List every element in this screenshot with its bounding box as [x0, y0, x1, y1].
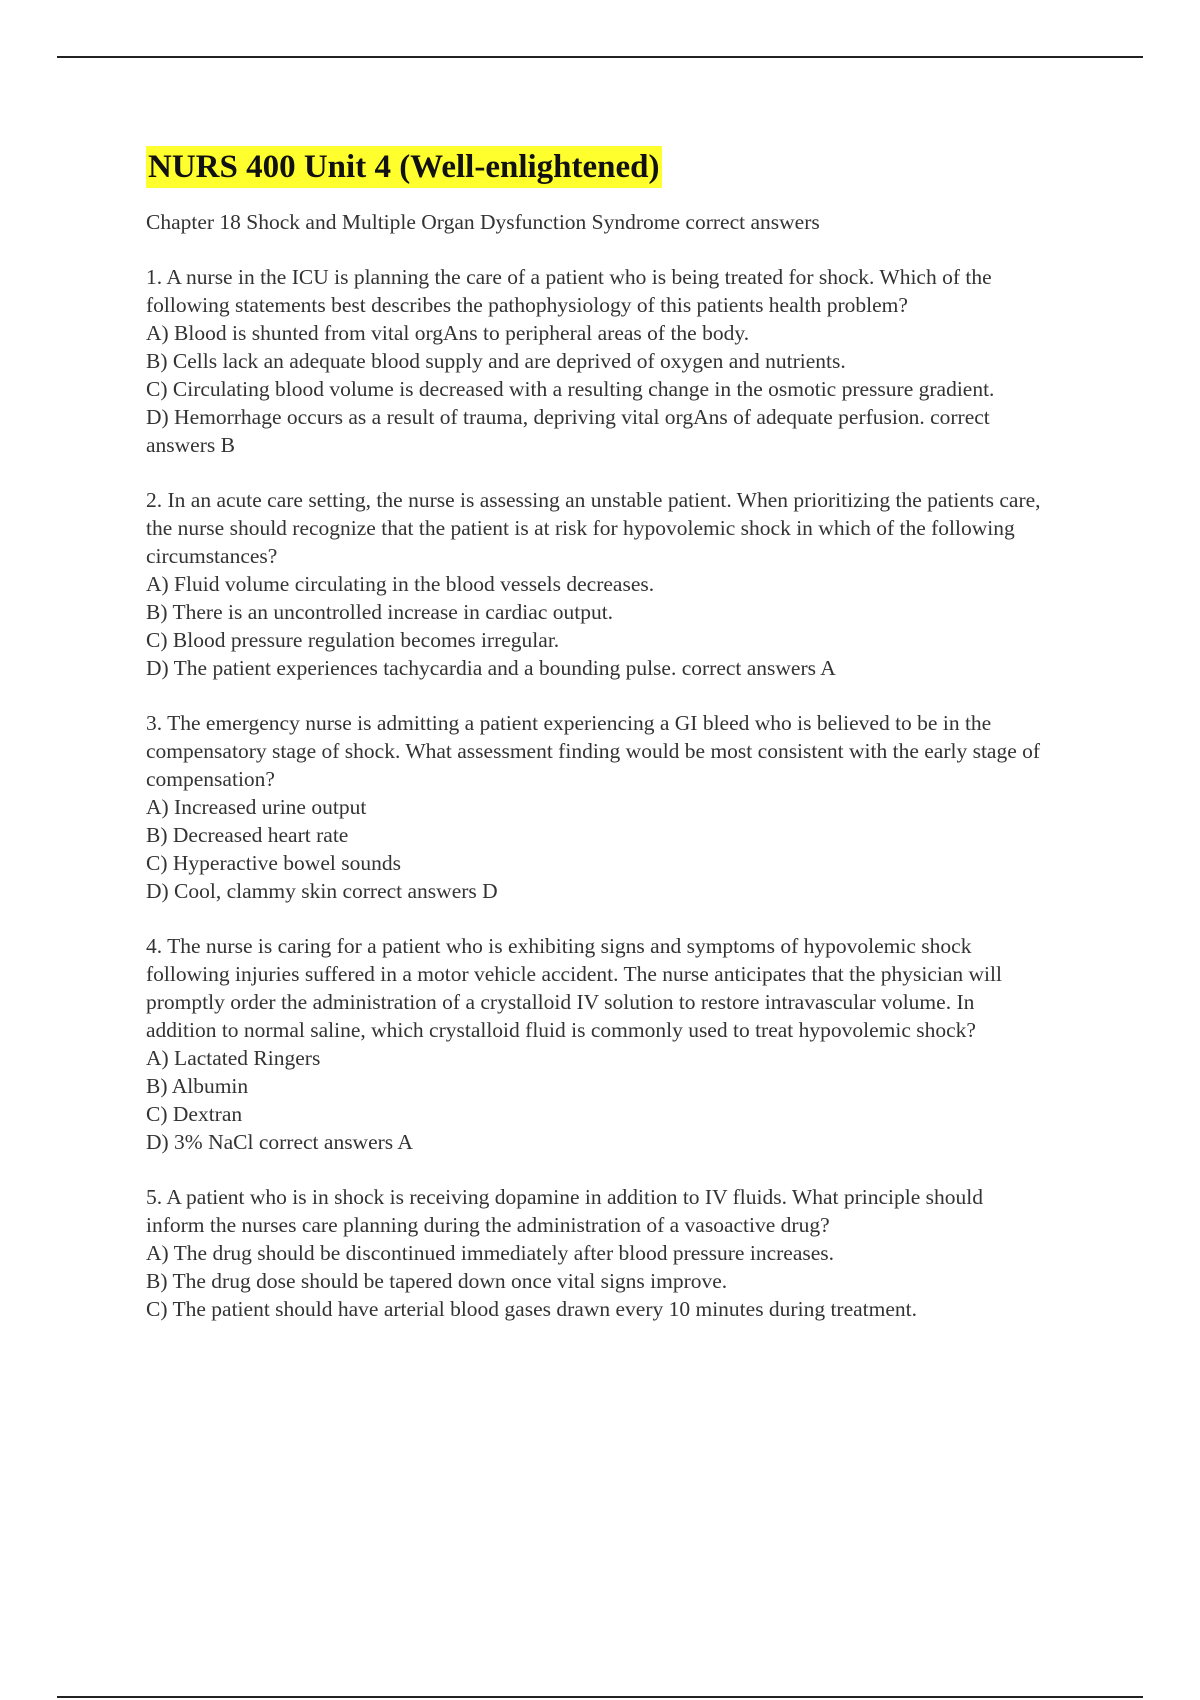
answer-option: C) Circulating blood volume is decreased with a resulting change in the osmotic pressure gradient.	[146, 377, 995, 401]
answer-option: A) Blood is shunted from vital orgAns to peripheral areas of the body.	[146, 321, 750, 345]
answer-option: D) The patient experiences tachycardia and a bounding pulse. correct answers A	[146, 656, 836, 680]
question-stem: 3. The emergency nurse is admitting a patient experiencing a GI bleed who is believed to be in the compensatory stage of shock. What assessment finding would be most consistent with the early stage of compensation?	[146, 711, 1041, 791]
answer-option: B) Decreased heart rate	[146, 823, 349, 847]
answer-option: D) Cool, clammy skin correct answers D	[146, 879, 498, 903]
answer-option: A) Lactated Ringers	[146, 1046, 321, 1070]
question-stem: 1. A nurse in the ICU is planning the care of a patient who is being treated for shock. Which of the following statements best describes the pathophysiology of this patients health problem?	[146, 265, 992, 317]
answer-option: A) Increased urine output	[146, 795, 367, 819]
question-1	[146, 263, 1046, 459]
question-stem: 4. The nurse is caring for a patient who is exhibiting signs and symptoms of hypovolemic shock following injuries suffered in a motor vehicle accident. The nurse anticipates that the physician will promptly order the administration of a crystalloid IV solution to restore intravascular volume. In addition to normal saline, which crystalloid fluid is commonly used to treat hypovolemic shock?	[146, 934, 1002, 1042]
answer-option: B) Albumin	[146, 1074, 249, 1098]
answer-option: B) Cells lack an adequate blood supply and are deprived of oxygen and nutrients.	[146, 349, 846, 373]
question-3	[146, 709, 1046, 905]
question-2	[146, 486, 1046, 682]
answer-option: C) Blood pressure regulation becomes irregular.	[146, 628, 560, 652]
question-5	[146, 1183, 1046, 1323]
question-stem: 5. A patient who is in shock is receiving dopamine in addition to IV fluids. What principle should inform the nurses care planning during the administration of a vasoactive drug?	[146, 1185, 983, 1237]
answer-option: C) The patient should have arterial blood gases drawn every 10 minutes during treatment.	[146, 1297, 917, 1321]
answer-option: D) Hemorrhage occurs as a result of trauma, depriving vital orgAns of adequate perfusion. correct answers B	[146, 405, 990, 457]
answer-option: C) Hyperactive bowel sounds	[146, 851, 401, 875]
answer-option: A) Fluid volume circulating in the blood vessels decreases.	[146, 572, 655, 596]
header-rule	[57, 56, 1143, 58]
answer-option: C) Dextran	[146, 1102, 243, 1126]
document-body	[146, 146, 1046, 1323]
answer-option: B) The drug dose should be tapered down once vital signs improve.	[146, 1269, 728, 1293]
footer-rule	[57, 1696, 1143, 1698]
question-stem: 2. In an acute care setting, the nurse is assessing an unstable patient. When prioritizing the patients care, the nurse should recognize that the patient is at risk for hypovolemic shock in which of the following circumstances?	[146, 488, 1041, 568]
answer-option: A) The drug should be discontinued immediately after blood pressure increases.	[146, 1241, 835, 1265]
question-4	[146, 932, 1046, 1156]
chapter-subtitle: Chapter 18 Shock and Multiple Organ Dysfunction Syndrome correct answers	[146, 210, 820, 234]
answer-option: B) There is an uncontrolled increase in cardiac output.	[146, 600, 614, 624]
answer-option: D) 3% NaCl correct answers A	[146, 1130, 413, 1154]
document-title: NURS 400 Unit 4 (Well-enlightened)	[146, 146, 662, 188]
